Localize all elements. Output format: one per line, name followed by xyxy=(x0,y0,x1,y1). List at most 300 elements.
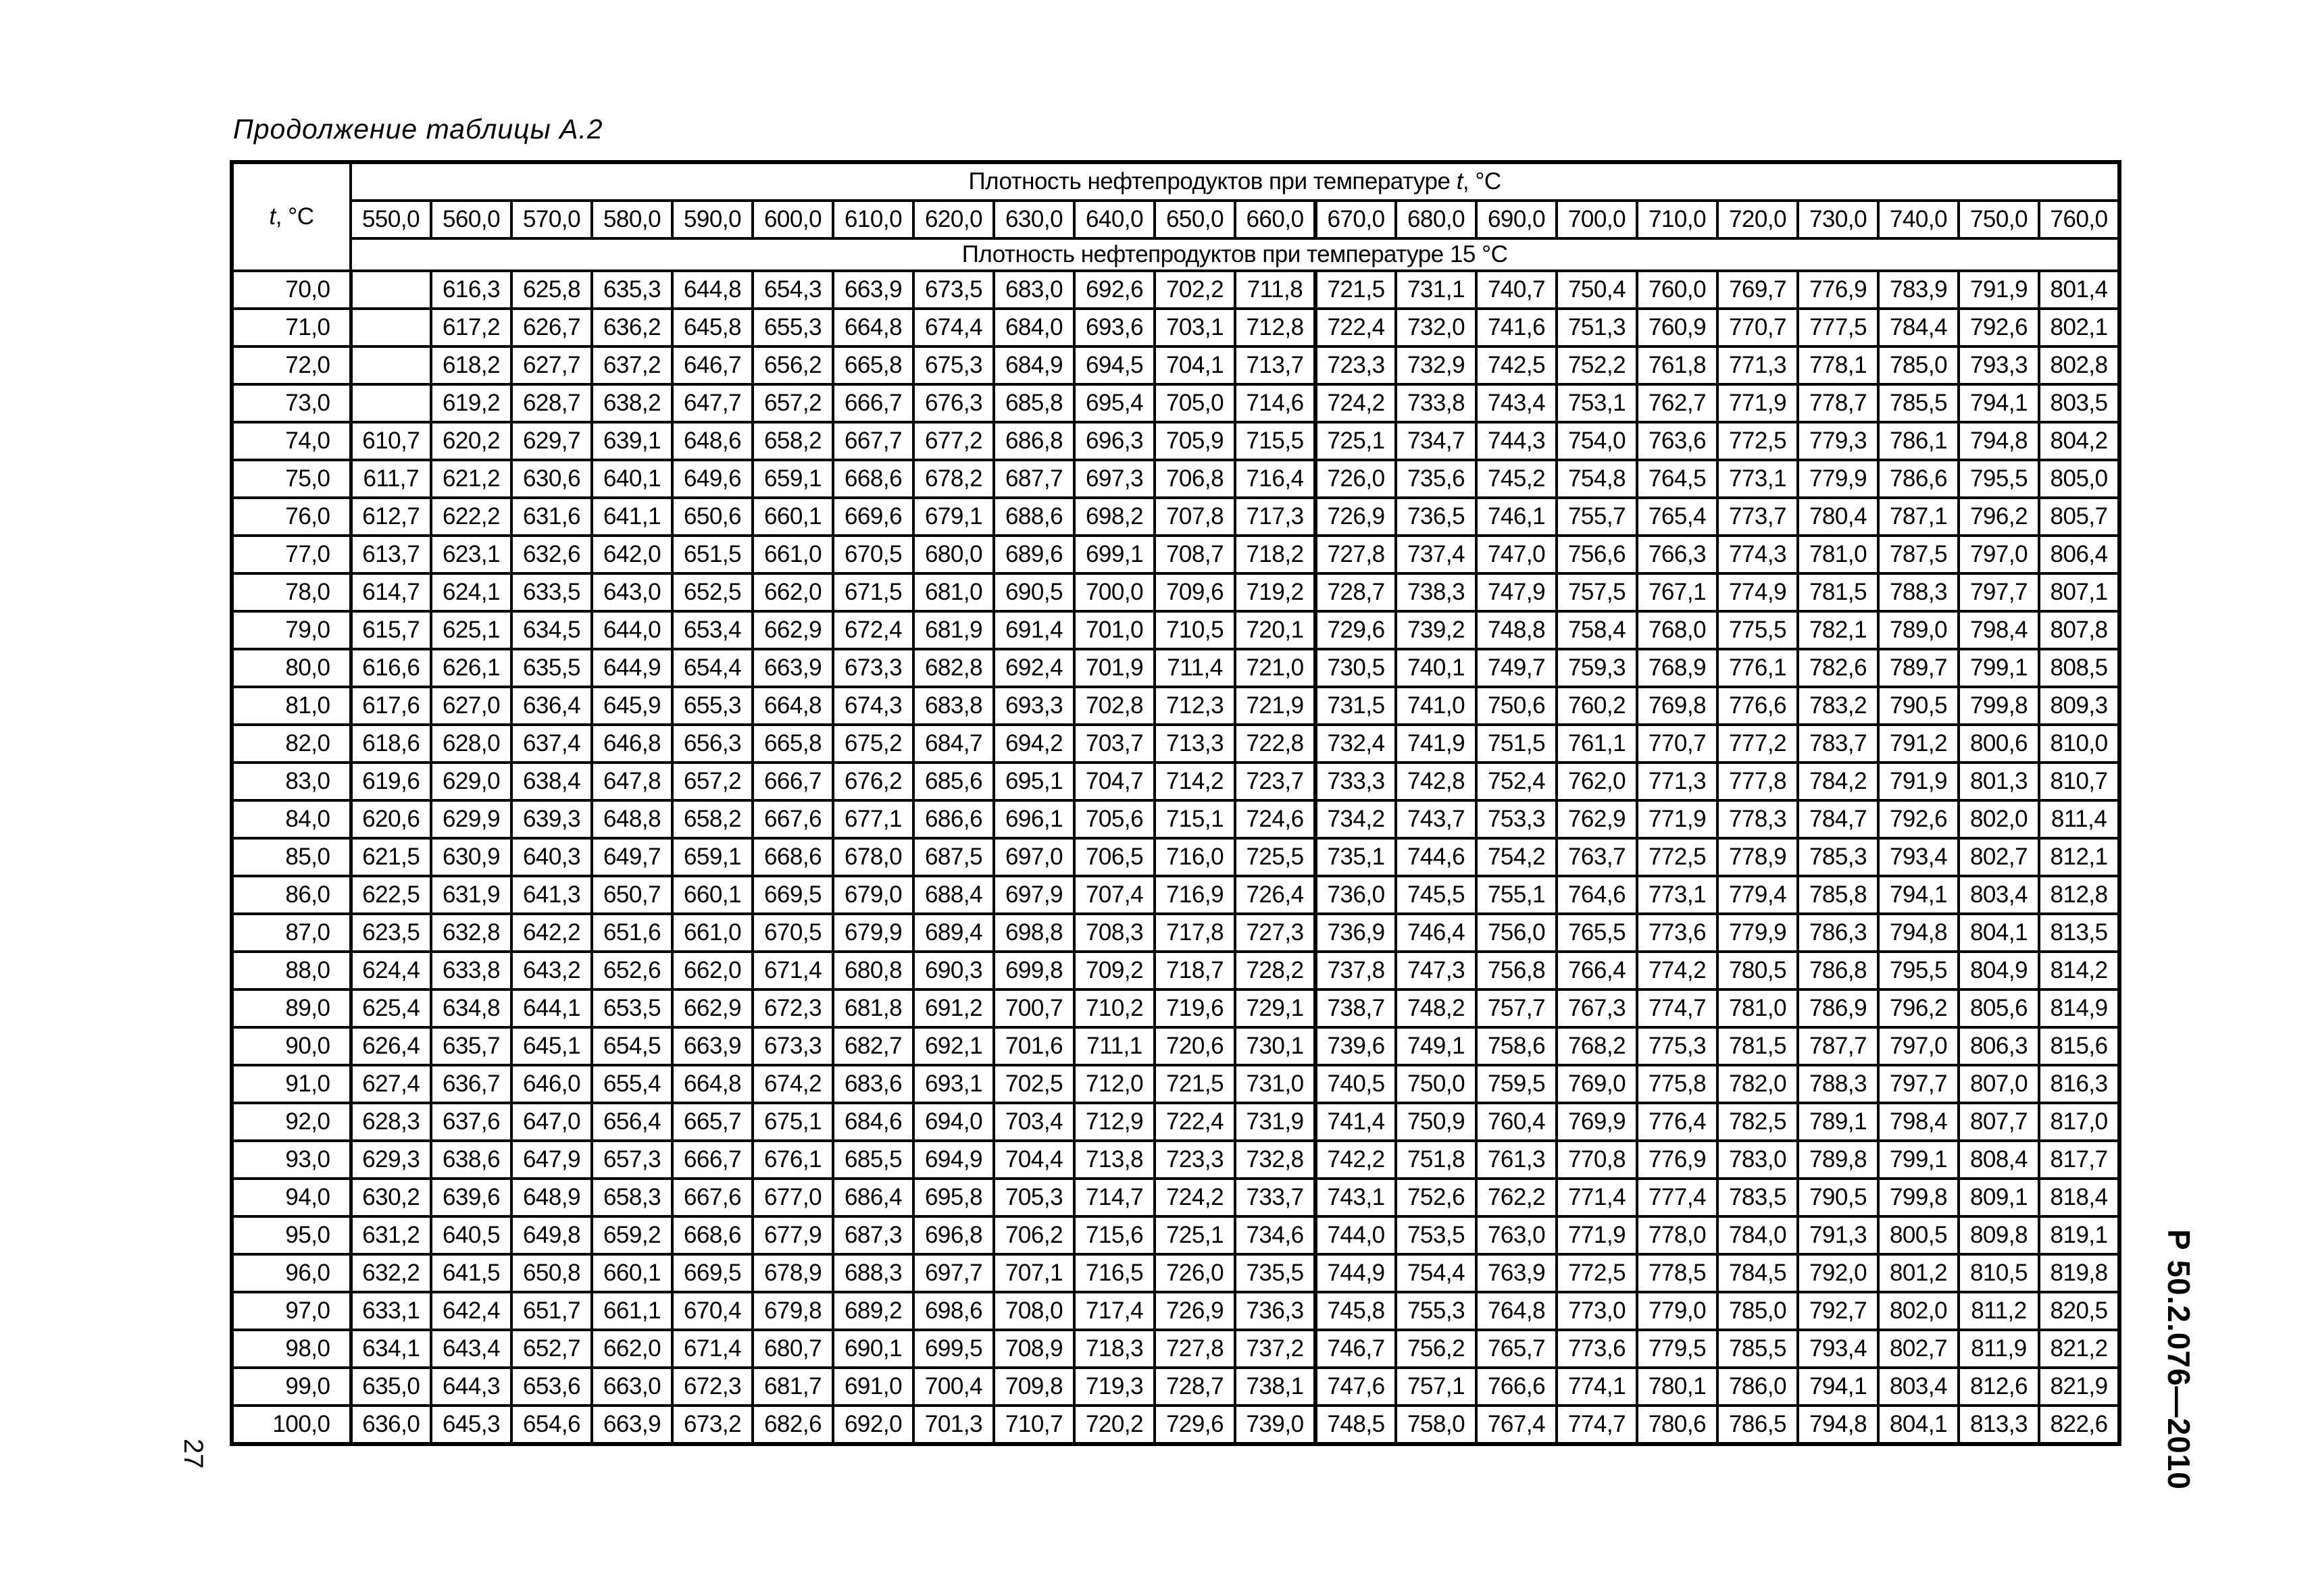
density-cell: 811,9 xyxy=(1959,1330,2039,1368)
density-cell: 721,9 xyxy=(1235,687,1315,725)
density-cell: 725,1 xyxy=(1315,422,1396,460)
density-cell: 788,3 xyxy=(1798,1065,1878,1103)
density-cell: 794,1 xyxy=(1878,876,1959,914)
density-cell: 750,9 xyxy=(1396,1103,1476,1141)
column-header: 720,0 xyxy=(1717,201,1798,238)
density-table xyxy=(230,160,2121,1446)
density-cell: 735,1 xyxy=(1315,838,1396,876)
density-cell: 610,7 xyxy=(351,422,431,460)
density-cell: 753,3 xyxy=(1476,800,1557,838)
density-cell: 754,4 xyxy=(1396,1254,1476,1292)
density-cell: 710,5 xyxy=(1155,611,1235,649)
density-cell: 667,7 xyxy=(833,422,913,460)
density-cell: 804,1 xyxy=(1959,914,2039,952)
density-cell: 802,1 xyxy=(2039,309,2119,346)
density-cell: 763,9 xyxy=(1476,1254,1557,1292)
table-row xyxy=(232,1368,2119,1406)
density-cell: 639,3 xyxy=(511,800,592,838)
density-cell: 754,0 xyxy=(1557,422,1637,460)
density-cell: 754,8 xyxy=(1557,460,1637,498)
density-cell: 794,8 xyxy=(1878,914,1959,952)
density-cell: 645,1 xyxy=(511,1027,592,1065)
density-cell: 712,3 xyxy=(1155,687,1235,725)
density-cell: 742,2 xyxy=(1315,1141,1396,1179)
density-cell: 676,1 xyxy=(753,1141,833,1179)
density-cell: 697,0 xyxy=(994,838,1074,876)
density-cell: 723,3 xyxy=(1155,1141,1235,1179)
density-cell: 777,5 xyxy=(1798,309,1878,346)
density-cell: 814,9 xyxy=(2039,989,2119,1027)
density-cell: 679,1 xyxy=(913,498,994,536)
density-cell: 780,6 xyxy=(1637,1406,1717,1444)
density-cell: 643,4 xyxy=(431,1330,511,1368)
density-cell: 813,5 xyxy=(2039,914,2119,952)
density-cell: 674,3 xyxy=(833,687,913,725)
density-cell: 756,8 xyxy=(1476,952,1557,989)
density-cell: 721,5 xyxy=(1315,271,1396,309)
density-cell: 803,4 xyxy=(1878,1368,1959,1406)
density-cell: 751,3 xyxy=(1557,309,1637,346)
table-row xyxy=(232,1254,2119,1292)
density-cell: 643,0 xyxy=(592,573,672,611)
density-cell: 782,6 xyxy=(1798,649,1878,687)
density-cell: 744,6 xyxy=(1396,838,1476,876)
density-cell: 791,3 xyxy=(1798,1216,1878,1254)
density-cell: 648,9 xyxy=(511,1179,592,1216)
density-cell: 666,7 xyxy=(833,384,913,422)
density-cell: 652,7 xyxy=(511,1330,592,1368)
density-cell: 793,4 xyxy=(1878,838,1959,876)
density-cell: 653,4 xyxy=(672,611,753,649)
density-cell: 782,0 xyxy=(1717,1065,1798,1103)
density-cell: 673,5 xyxy=(913,271,994,309)
table-row xyxy=(232,536,2119,573)
density-cell: 709,2 xyxy=(1074,952,1155,989)
density-cell: 642,0 xyxy=(592,536,672,573)
density-cell: 653,5 xyxy=(592,989,672,1027)
density-cell: 699,1 xyxy=(1074,536,1155,573)
density-cell: 713,7 xyxy=(1235,346,1315,384)
density-cell: 647,7 xyxy=(672,384,753,422)
density-cell: 636,0 xyxy=(351,1406,431,1444)
density-cell: 727,8 xyxy=(1155,1330,1235,1368)
column-header: 650,0 xyxy=(1155,201,1235,238)
density-cell: 633,8 xyxy=(431,952,511,989)
density-cell: 705,3 xyxy=(994,1179,1074,1216)
density-cell: 619,6 xyxy=(351,763,431,800)
density-cell: 732,4 xyxy=(1315,725,1396,763)
t-unit: , °С xyxy=(275,203,314,230)
column-header: 560,0 xyxy=(431,201,511,238)
density-cell: 817,0 xyxy=(2039,1103,2119,1141)
density-cell: 780,5 xyxy=(1717,952,1798,989)
density-cell: 733,7 xyxy=(1235,1179,1315,1216)
table-row xyxy=(232,687,2119,725)
density-cell: 727,3 xyxy=(1235,914,1315,952)
density-cell: 621,2 xyxy=(431,460,511,498)
density-cell: 679,8 xyxy=(753,1292,833,1330)
density-cell: 728,2 xyxy=(1235,952,1315,989)
density-cell: 691,4 xyxy=(994,611,1074,649)
density-cell: 616,6 xyxy=(351,649,431,687)
density-cell: 698,2 xyxy=(1074,498,1155,536)
density-cell: 706,8 xyxy=(1155,460,1235,498)
row-temperature: 96,0 xyxy=(232,1254,351,1292)
density-cell: 685,8 xyxy=(994,384,1074,422)
density-cell: 630,2 xyxy=(351,1179,431,1216)
density-cell: 729,6 xyxy=(1315,611,1396,649)
density-cell: 766,4 xyxy=(1557,952,1637,989)
density-cell: 802,7 xyxy=(1878,1330,1959,1368)
density-cell: 739,6 xyxy=(1315,1027,1396,1065)
density-cell: 658,3 xyxy=(592,1179,672,1216)
density-cell: 694,9 xyxy=(913,1141,994,1179)
column-header: 710,0 xyxy=(1637,201,1717,238)
density-cell: 672,3 xyxy=(672,1368,753,1406)
density-cell: 703,1 xyxy=(1155,309,1235,346)
density-cell: 672,4 xyxy=(833,611,913,649)
density-cell: 765,7 xyxy=(1476,1330,1557,1368)
density-cell: 662,9 xyxy=(672,989,753,1027)
density-cell: 674,4 xyxy=(913,309,994,346)
density-cell: 739,0 xyxy=(1235,1406,1315,1444)
density-cell: 711,4 xyxy=(1155,649,1235,687)
density-cell: 676,3 xyxy=(913,384,994,422)
density-cell: 729,1 xyxy=(1235,989,1315,1027)
row-temperature: 72,0 xyxy=(232,346,351,384)
density-cell: 794,8 xyxy=(1798,1406,1878,1444)
density-cell: 756,0 xyxy=(1476,914,1557,952)
density-cell: 666,7 xyxy=(753,763,833,800)
density-cell: 633,5 xyxy=(511,573,592,611)
density-cell: 635,7 xyxy=(431,1027,511,1065)
density-cell: 764,6 xyxy=(1557,876,1637,914)
density-cell: 802,8 xyxy=(2039,346,2119,384)
density-cell: 649,6 xyxy=(672,460,753,498)
density-cell: 760,9 xyxy=(1637,309,1717,346)
density-cell: 785,5 xyxy=(1878,384,1959,422)
density-cell: 802,7 xyxy=(1959,838,2039,876)
density-cell: 769,7 xyxy=(1717,271,1798,309)
density-cell: 741,0 xyxy=(1396,687,1476,725)
density-cell: 771,9 xyxy=(1717,384,1798,422)
density-cell: 661,0 xyxy=(753,536,833,573)
density-cell: 766,3 xyxy=(1637,536,1717,573)
density-cell: 771,3 xyxy=(1637,763,1717,800)
density-cell: 712,0 xyxy=(1074,1065,1155,1103)
density-cell: 807,7 xyxy=(1959,1103,2039,1141)
density-cell: 797,7 xyxy=(1959,573,2039,611)
density-cell: 669,6 xyxy=(833,498,913,536)
density-cell: 774,7 xyxy=(1557,1406,1637,1444)
density-cell: 682,8 xyxy=(913,649,994,687)
density-cell: 701,6 xyxy=(994,1027,1074,1065)
density-cell: 765,4 xyxy=(1637,498,1717,536)
density-cell: 704,4 xyxy=(994,1141,1074,1179)
density-cell: 738,1 xyxy=(1235,1368,1315,1406)
density-cell: 670,4 xyxy=(672,1292,753,1330)
density-cell: 761,1 xyxy=(1557,725,1637,763)
row-temperature: 91,0 xyxy=(232,1065,351,1103)
density-cell: 789,8 xyxy=(1798,1141,1878,1179)
density-cell: 620,6 xyxy=(351,800,431,838)
density-cell: 779,5 xyxy=(1637,1330,1717,1368)
row-temperature: 71,0 xyxy=(232,309,351,346)
density-cell: 627,4 xyxy=(351,1065,431,1103)
density-cell: 625,8 xyxy=(511,271,592,309)
density-cell: 726,0 xyxy=(1155,1254,1235,1292)
density-cell: 803,5 xyxy=(2039,384,2119,422)
density-cell: 726,9 xyxy=(1315,498,1396,536)
density-cell: 718,3 xyxy=(1074,1330,1155,1368)
column-header: 550,0 xyxy=(351,201,431,238)
row-temperature: 89,0 xyxy=(232,989,351,1027)
density-cell: 736,3 xyxy=(1235,1292,1315,1330)
density-cell: 785,0 xyxy=(1717,1292,1798,1330)
row-temperature: 100,0 xyxy=(232,1406,351,1444)
density-cell: 683,6 xyxy=(833,1065,913,1103)
density-cell: 685,5 xyxy=(833,1141,913,1179)
density-cell: 701,9 xyxy=(1074,649,1155,687)
density-cell: 665,7 xyxy=(672,1103,753,1141)
density-cell: 664,8 xyxy=(833,309,913,346)
density-cell: 783,0 xyxy=(1717,1141,1798,1179)
row-temperature: 88,0 xyxy=(232,952,351,989)
density-cell: 789,1 xyxy=(1798,1103,1878,1141)
density-cell: 615,7 xyxy=(351,611,431,649)
density-cell: 634,1 xyxy=(351,1330,431,1368)
density-cell: 617,2 xyxy=(431,309,511,346)
density-cell: 701,3 xyxy=(913,1406,994,1444)
density-cell: 654,6 xyxy=(511,1406,592,1444)
table-row xyxy=(232,952,2119,989)
density-cell: 804,1 xyxy=(1878,1406,1959,1444)
density-cell: 774,7 xyxy=(1637,989,1717,1027)
density-cell: 746,1 xyxy=(1476,498,1557,536)
density-cell: 789,7 xyxy=(1878,649,1959,687)
density-cell: 820,5 xyxy=(2039,1292,2119,1330)
density-cell: 773,6 xyxy=(1637,914,1717,952)
density-cell: 687,7 xyxy=(994,460,1074,498)
density-cell: 637,2 xyxy=(592,346,672,384)
density-cell: 771,9 xyxy=(1557,1216,1637,1254)
density-cell: 772,5 xyxy=(1557,1254,1637,1292)
density-cell: 756,2 xyxy=(1396,1330,1476,1368)
column-header: 660,0 xyxy=(1235,201,1315,238)
table-row xyxy=(232,271,2119,309)
density-cell: 748,2 xyxy=(1396,989,1476,1027)
density-cell: 734,7 xyxy=(1396,422,1476,460)
density-cell: 755,3 xyxy=(1396,1292,1476,1330)
density-cell: 787,7 xyxy=(1798,1027,1878,1065)
density-cell: 724,2 xyxy=(1315,384,1396,422)
density-cell: 702,8 xyxy=(1074,687,1155,725)
density-cell: 776,6 xyxy=(1717,687,1798,725)
density-cell: 627,0 xyxy=(431,687,511,725)
density-cell: 750,4 xyxy=(1557,271,1637,309)
density-cell: 659,1 xyxy=(753,460,833,498)
density-cell: 795,5 xyxy=(1878,952,1959,989)
density-cell: 782,5 xyxy=(1717,1103,1798,1141)
density-cell: 807,1 xyxy=(2039,573,2119,611)
density-cell: 718,7 xyxy=(1155,952,1235,989)
density-cell: 611,7 xyxy=(351,460,431,498)
density-cell: 730,1 xyxy=(1235,1027,1315,1065)
density-cell: 731,5 xyxy=(1315,687,1396,725)
row-temperature: 86,0 xyxy=(232,876,351,914)
density-cell: 647,8 xyxy=(592,763,672,800)
density-cell: 766,6 xyxy=(1476,1368,1557,1406)
density-cell: 734,6 xyxy=(1235,1216,1315,1254)
density-cell: 794,1 xyxy=(1959,384,2039,422)
density-cell: 775,3 xyxy=(1637,1027,1717,1065)
density-cell: 695,1 xyxy=(994,763,1074,800)
density-cell: 781,0 xyxy=(1717,989,1798,1027)
density-cell: 722,4 xyxy=(1155,1103,1235,1141)
density-cell: 718,2 xyxy=(1235,536,1315,573)
density-cell: 649,7 xyxy=(592,838,672,876)
density-cell: 750,6 xyxy=(1476,687,1557,725)
density-cell: 730,5 xyxy=(1315,649,1396,687)
density-cell: 663,9 xyxy=(672,1027,753,1065)
density-cell: 731,0 xyxy=(1235,1065,1315,1103)
density-cell: 617,6 xyxy=(351,687,431,725)
density-cell: 632,6 xyxy=(511,536,592,573)
density-cell: 792,6 xyxy=(1959,309,2039,346)
row-temperature: 87,0 xyxy=(232,914,351,952)
density-cell: 785,3 xyxy=(1798,838,1878,876)
density-cell: 813,3 xyxy=(1959,1406,2039,1444)
density-cell: 783,7 xyxy=(1798,725,1878,763)
density-cell: 673,3 xyxy=(753,1027,833,1065)
density-cell: 655,3 xyxy=(753,309,833,346)
column-header: 730,0 xyxy=(1798,201,1878,238)
density-cell: 645,3 xyxy=(431,1406,511,1444)
density-cell: 662,0 xyxy=(753,573,833,611)
density-cell: 707,4 xyxy=(1074,876,1155,914)
density-cell: 697,7 xyxy=(913,1254,994,1292)
density-cell: 681,0 xyxy=(913,573,994,611)
density-cell: 708,0 xyxy=(994,1292,1074,1330)
density-cell: 773,0 xyxy=(1557,1292,1637,1330)
density-cell: 720,1 xyxy=(1235,611,1315,649)
density-cell: 708,3 xyxy=(1074,914,1155,952)
column-header: 690,0 xyxy=(1476,201,1557,238)
density-cell: 785,5 xyxy=(1717,1330,1798,1368)
density-cell: 700,4 xyxy=(913,1368,994,1406)
density-cell: 639,1 xyxy=(592,422,672,460)
table-row xyxy=(232,611,2119,649)
density-cell: 678,2 xyxy=(913,460,994,498)
row-temperature: 79,0 xyxy=(232,611,351,649)
density-cell: 725,5 xyxy=(1235,838,1315,876)
density-cell: 806,3 xyxy=(1959,1027,2039,1065)
density-cell: 660,1 xyxy=(592,1254,672,1292)
density-cell: 798,4 xyxy=(1959,611,2039,649)
density-cell: 754,2 xyxy=(1476,838,1557,876)
density-cell: 796,2 xyxy=(1959,498,2039,536)
density-cell: 774,3 xyxy=(1717,536,1798,573)
density-cell: 638,4 xyxy=(511,763,592,800)
density-cell: 657,2 xyxy=(753,384,833,422)
density-cell: 681,8 xyxy=(833,989,913,1027)
density-cell: 749,1 xyxy=(1396,1027,1476,1065)
density-cell: 775,5 xyxy=(1717,611,1798,649)
table-row xyxy=(232,1103,2119,1141)
density-cell: 695,4 xyxy=(1074,384,1155,422)
density-cell: 722,8 xyxy=(1235,725,1315,763)
density-cell: 809,3 xyxy=(2039,687,2119,725)
table-row xyxy=(232,838,2119,876)
density-cell: 708,9 xyxy=(994,1330,1074,1368)
density-cell: 694,0 xyxy=(913,1103,994,1141)
density-cell: 663,9 xyxy=(592,1406,672,1444)
density-cell: 687,3 xyxy=(833,1216,913,1254)
density-cell: 629,0 xyxy=(431,763,511,800)
density-cell: 716,0 xyxy=(1155,838,1235,876)
row-temperature: 73,0 xyxy=(232,384,351,422)
density-cell: 645,8 xyxy=(672,309,753,346)
density-cell: 661,1 xyxy=(592,1292,672,1330)
density-cell: 779,0 xyxy=(1637,1292,1717,1330)
density-cell: 701,0 xyxy=(1074,611,1155,649)
density-cell: 661,0 xyxy=(672,914,753,952)
density-cell: 647,9 xyxy=(511,1141,592,1179)
table-row xyxy=(232,649,2119,687)
density-cell: 677,0 xyxy=(753,1179,833,1216)
density-cell: 735,6 xyxy=(1396,460,1476,498)
density-cell: 641,1 xyxy=(592,498,672,536)
density-cell: 688,6 xyxy=(994,498,1074,536)
density-cell: 626,7 xyxy=(511,309,592,346)
density-cell: 644,8 xyxy=(672,271,753,309)
density-cell: 642,2 xyxy=(511,914,592,952)
density-cell: 804,2 xyxy=(2039,422,2119,460)
density-cell: 772,5 xyxy=(1717,422,1798,460)
density-cell: 663,9 xyxy=(833,271,913,309)
density-cell: 778,5 xyxy=(1637,1254,1717,1292)
density-cell: 779,3 xyxy=(1798,422,1878,460)
density-cell: 752,6 xyxy=(1396,1179,1476,1216)
density-cell: 784,2 xyxy=(1798,763,1878,800)
density-cell: 652,5 xyxy=(672,573,753,611)
density-cell: 725,1 xyxy=(1155,1216,1235,1254)
density-cell: 731,1 xyxy=(1396,271,1476,309)
density-cell: 634,8 xyxy=(431,989,511,1027)
density-cell: 649,8 xyxy=(511,1216,592,1254)
density-cell: 808,5 xyxy=(2039,649,2119,687)
density-cell: 809,8 xyxy=(1959,1216,2039,1254)
density-cell: 743,7 xyxy=(1396,800,1476,838)
density-cell: 616,3 xyxy=(431,271,511,309)
top-header-row xyxy=(232,162,2119,201)
density-cell: 799,8 xyxy=(1959,687,2039,725)
density-cell: 693,6 xyxy=(1074,309,1155,346)
density-cell: 809,1 xyxy=(1959,1179,2039,1216)
density-cell: 741,9 xyxy=(1396,725,1476,763)
density-cell: 768,2 xyxy=(1557,1027,1637,1065)
density-cell: 732,0 xyxy=(1396,309,1476,346)
density-cell: 757,7 xyxy=(1476,989,1557,1027)
density-cell: 628,0 xyxy=(431,725,511,763)
density-cell: 737,8 xyxy=(1315,952,1396,989)
table-row xyxy=(232,989,2119,1027)
density-cell: 804,9 xyxy=(1959,952,2039,989)
density-cell: 722,4 xyxy=(1315,309,1396,346)
density-cell: 798,4 xyxy=(1878,1103,1959,1141)
density-cell: 686,6 xyxy=(913,800,994,838)
density-cell: 644,1 xyxy=(511,989,592,1027)
